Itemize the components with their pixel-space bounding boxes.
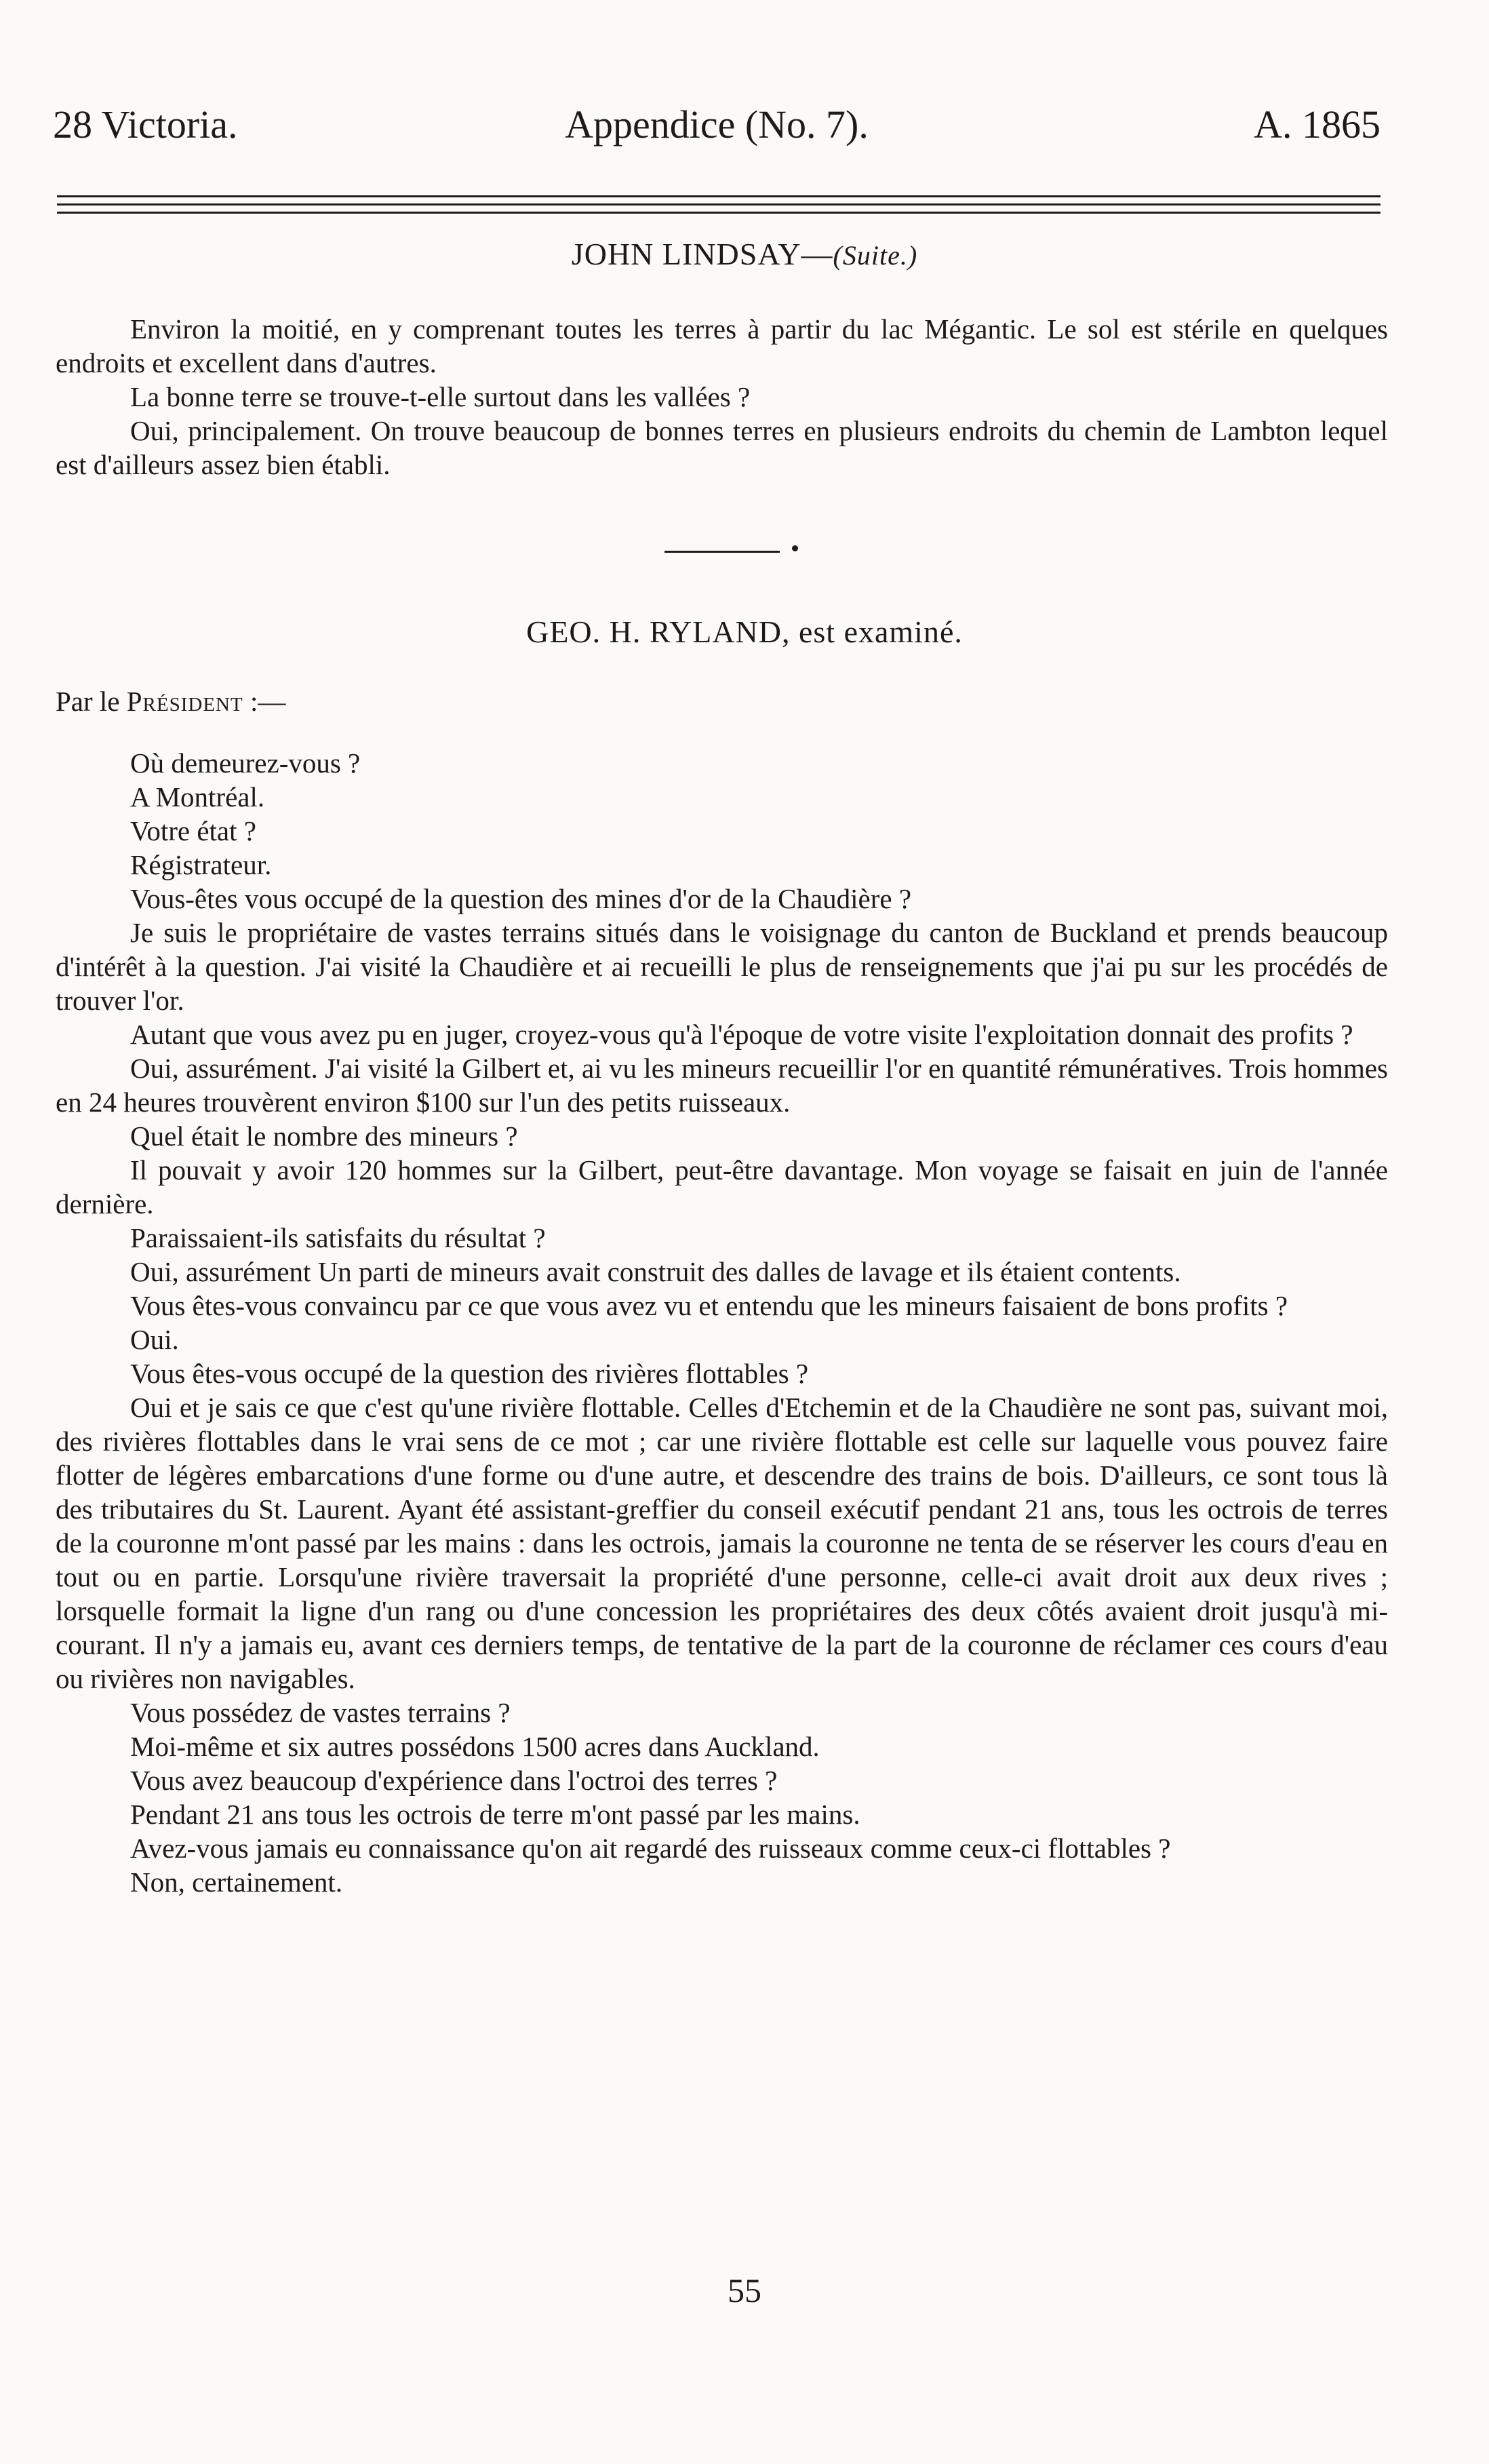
answer: Je suis le propriétaire de vastes terrains situés dans le voisignage du canton de Buckland et prends beaucoup d'intérêt à la question. J'ai visité la Chaudière et ai recueilli le plus de renseignements que j'ai pu sur les procédés de trouver l'or.	[56, 917, 1388, 1016]
question: Vous avez beaucoup d'expérience dans l'octroi des terres ?	[130, 1765, 778, 1796]
question: Votre état ?	[130, 815, 256, 846]
header-session: 28 Victoria.	[53, 102, 238, 146]
answer: Oui et je sais ce que c'est qu'une rivière flottable. Celles d'Etchemin et de la Chaudière ne sont pas, suivant moi, des rivières flottables dans le vrai sens de ce mot ; car une rivière flottable est celle sur laquelle vous pouvez faire flotter de légères embarcations d'une forme ou d'une autre, et descendre des trains de bois. D'ailleurs, ce sont tous là des tributaires du St. Laurent. Ayant été assistant-greffier du conseil exécutif pendant 21 ans, tous les octrois de terres de la couronne m'ont passé par les mains : dans les octrois, jamais la couronne ne tenta de se réserver les cours d'eau en tout ou en partie. Lorsqu'une rivière traversait la propriété d'une personne, celle-ci avait droit aux deux rives ; lorsquelle formait la ligne d'un rang ou d'une concession les propriétaires des deux côtés avaient droit jusqu'à mi-courant. Il n'y a jamais eu, avant ces derniers temps, de tentative de la part de la couronne de réclamer ces cours d'eau ou rivières non navigables.	[56, 1392, 1388, 1694]
question: Où demeurez-vous ?	[130, 747, 361, 779]
answer: Oui, assurément Un parti de mineurs avait construit des dalles de lavage et ils étaient contents.	[130, 1256, 1181, 1287]
question: Quel était le nombre des mineurs ?	[130, 1120, 518, 1152]
question: Vous possédez de vastes terrains ?	[130, 1697, 511, 1728]
speaker-line	[56, 685, 285, 718]
question: Vous êtes-vous convaincu par ce que vous avez vu et entendu que les mineurs faisaient de bons profits ?	[130, 1290, 1288, 1321]
paragraph: La bonne terre se trouve-t-elle surtout dans les vallées ?	[130, 381, 751, 412]
speaker-name: Président	[126, 686, 243, 717]
speaker-suffix: :—	[243, 686, 286, 717]
answer: Oui, assurément. J'ai visité la Gilbert et, ai vu les mineurs recueillir l'or en quantité rémunératives. Trois hommes en 24 heures trouvèrent environ $100 sur l'un des petits ruisseaux.	[56, 1053, 1388, 1118]
header-rule-bottom	[57, 212, 1381, 214]
answer: Régistrateur.	[130, 849, 272, 880]
witness-name: JOHN LINDSAY—	[571, 237, 833, 271]
answer: Pendant 21 ans tous les octrois de terre m'ont passé par les mains.	[130, 1799, 860, 1830]
header-year: A. 1865	[1254, 102, 1381, 146]
answer: Il pouvait y avoir 120 hommes sur la Gilbert, peut-être davantage. Mon voyage se faisait en juin de l'année dernière.	[56, 1154, 1388, 1219]
separator-dot	[792, 545, 798, 551]
section-title-ryland: GEO. H. RYLAND, est examiné.	[526, 614, 963, 649]
answer: Moi-même et six autres possédons 1500 acres dans Auckland.	[130, 1731, 820, 1762]
answer: A Montréal.	[130, 781, 265, 813]
question: Avez-vous jamais eu connaissance qu'on ait regardé des ruisseaux comme ceux-ci flottables ?	[130, 1833, 1171, 1864]
header-rule-top	[57, 195, 1381, 197]
question: Vous-êtes vous occupé de la question des mines d'or de la Chaudière ?	[130, 883, 912, 914]
paragraph: Oui, principalement. On trouve beaucoup de bonnes terres en plusieurs endroits du chemin de Lambton lequel est d'ailleurs assez bien établi.	[56, 415, 1388, 480]
answer: Oui.	[130, 1324, 179, 1355]
question: Autant que vous avez pu en juger, croyez-vous qu'à l'époque de votre visite l'exploitation donnait des profits ?	[130, 1019, 1353, 1050]
header-rule-middle	[57, 203, 1381, 206]
question: Vous êtes-vous occupé de la question des rivières flottables ?	[130, 1358, 809, 1389]
speaker-prefix: Par le	[56, 686, 127, 717]
header-center-wrap	[53, 102, 1381, 147]
question: Paraissaient-ils satisfaits du résultat ?	[130, 1222, 546, 1253]
testimony-ryland	[56, 746, 1388, 1899]
header-appendix: Appendice (No. 7).	[565, 102, 869, 146]
page-number: 55	[728, 2271, 761, 2309]
section-title-lindsay	[0, 236, 1489, 272]
running-header	[53, 102, 1381, 147]
testimony-lindsay	[56, 312, 1388, 482]
answer: Non, certainement.	[130, 1866, 343, 1898]
section-separator	[664, 551, 780, 553]
paragraph: Environ la moitié, en y comprenant toutes les terres à partir du lac Mégantic. Le sol est stérile en quelques endroits et excellent dans d'autres.	[56, 313, 1388, 378]
title-suite: (Suite.)	[833, 240, 918, 271]
